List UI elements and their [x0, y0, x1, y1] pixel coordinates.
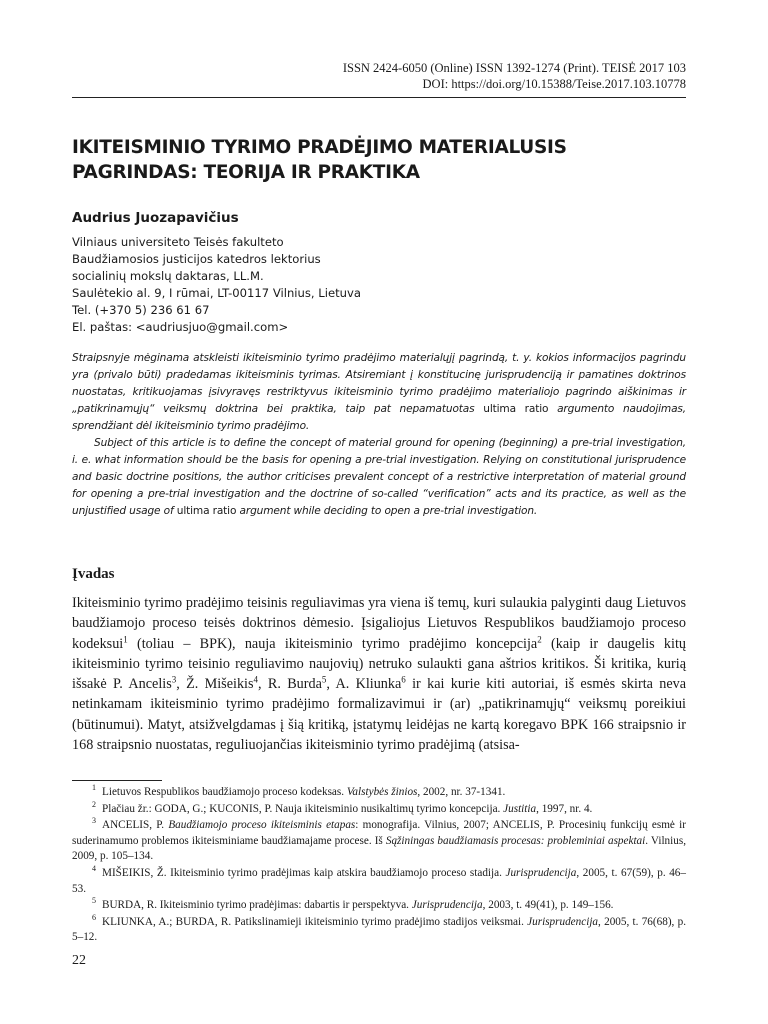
body-text-run: ir kai kurie kiti autoriai, iš esmės skirta neva netinkamam ikiteisminio tyrimo pradėjimo formalizavimui ir (ar) „patikrinamųjų“ veiksmų poreikiui (būtinumui). Matyt, atsižvelgdamas į šią kritiką, įstatymų leidėjas ne kartą koregavo BPK 166 straipsnio ir 168 straipsnio nuostatas, reguliuojančias ikiteisminio tyrimo pradėjimą (atsisa-: [72, 676, 687, 754]
abstract-en: [72, 435, 686, 520]
footnote-source: Justitia: [503, 802, 537, 815]
abstract-lt-term: ultima ratio: [483, 403, 549, 415]
footnote-text: KLIUNKA, A.; BURDA, R. Patikslinamieji ikiteisminio tyrimo pradėjimo stadijos veiksmai.: [102, 915, 528, 928]
footnote-ref[interactable]: 5: [321, 674, 327, 685]
footnote-number: 4: [92, 864, 96, 874]
journal-header: [72, 60, 686, 92]
footnote: [72, 785, 686, 801]
footnote-ref[interactable]: 1: [123, 633, 128, 644]
footnote-source: Jurisprudencija: [411, 899, 483, 912]
footnote-text: , 1997, nr. 4.: [536, 802, 593, 815]
footnote-text: Plačiau žr.: GODA, G.; KUCONIS, P. Nauja ikiteisminio nusikaltimų tyrimo koncepcija.: [102, 802, 504, 815]
footnote-text: ANCELIS, P.: [102, 819, 169, 832]
body-paragraph: [72, 593, 686, 755]
header-divider: [72, 97, 686, 98]
footnote: [72, 898, 686, 914]
footnote-source: Baudžiamojo proceso ikiteisminis etapas: [168, 819, 356, 832]
footnote: [72, 799, 686, 818]
footnote-source: Sąžiningas baudžiamasis procesas: probleminiai aspektai: [385, 834, 646, 847]
body-text-run: , A. Kliunka: [326, 676, 402, 693]
body-text-run: , Ž. Mišeikis: [176, 676, 254, 693]
footnote-number: 5: [92, 896, 96, 906]
affiliation-line: Tel. (+370 5) 236 61 67: [72, 303, 210, 317]
footnote-number: 6: [92, 913, 96, 923]
article-title: [72, 135, 686, 185]
section-heading: Įvadas: [72, 566, 115, 582]
footnote-ref[interactable]: 2: [537, 633, 542, 644]
abstract-lt-text: Straipsnyje mėginama atskleisti ikiteisminio tyrimo pradėjimo materialųjį pagrindą, t. y. kokios informacijos pagrindu yra (privalo būti) pradedamas ikiteisminis tyrimas. Atsiremiant į konstitucinę jurisprudenciją ir pamatines doktrinos nuostatas, kritikuojamas įsivyravęs restriktyvus ikiteisminio tyrimo pradėjimo materialiojo pagrindo aiškinimas ir „patikrinamųjų“ veiksmų doktrina bei praktika, taip pat nepamatuotas: [72, 352, 686, 415]
author-email[interactable]: El. paštas: <audriusjuo@gmail.com>: [72, 320, 289, 334]
body-text-run: , R. Burda: [258, 676, 322, 693]
body-text-run: (toliau – BPK), nauja ikiteisminio tyrimo pradėjimo koncepcija: [127, 635, 538, 652]
footnote-divider: [72, 780, 162, 781]
footnote-text: , 2005, t. 67(59), p. 46–53.: [72, 866, 686, 895]
footnote-source: Jurisprudencija: [505, 866, 577, 879]
footnote-ref[interactable]: 4: [253, 674, 259, 685]
footnote-source: Jurisprudencija: [527, 915, 599, 928]
abstract-lt-text-end: argumento naudojimas, sprendžiant dėl ikiteisminio tyrimo pradėjimo.: [72, 403, 687, 432]
footnote-text: , 2003, t. 49(41), p. 149–156.: [482, 899, 614, 912]
doi-line[interactable]: DOI: https://doi.org/10.15388/Teise.2017.103.10778: [422, 77, 686, 91]
footnote-ref[interactable]: 6: [401, 674, 406, 685]
footnote-number: 1: [92, 783, 96, 793]
page-number: 22: [72, 953, 86, 968]
abstract-en-term: ultima ratio: [176, 505, 237, 517]
title-line-2: PAGRINDAS: TEORIJA IR PRAKTIKA: [72, 162, 420, 183]
affiliation-line: Saulėtekio al. 9, I rūmai, LT-00117 Vilnius, Lietuva: [72, 286, 361, 300]
footnote-text: BURDA, R. Ikiteisminio tyrimo pradėjimas: dabartis ir perspektyva.: [102, 899, 412, 912]
body-text-run: (kaip ir daugelis kitų ikiteisminio tyrimo teisinio reguliavimo naujovių) netruko sulaukti gana aštrios kritikos. Ši kritika, kurią išsakė P. Ancelis: [72, 635, 686, 693]
footnote-text: : monografija. Vilnius, 2007; ANCELIS, P. Procesinių funkcijų esmė ir suderinamumo problemos ikiteisminiame baudžiamajame procese. Iš: [72, 819, 686, 847]
footnote-ref[interactable]: 3: [171, 674, 177, 685]
author-name: Audrius Juozapavičius: [72, 210, 239, 226]
abstract-en-text: Subject of this article is to define the concept of material ground for opening (beginning) a pre-trial investigation, i. e. what information should be the basis for opening a pre-trial investigation. Relying on constitutional jurisprudence and basic doctrine positions, the author criticises prevalent concept of a restrictive interpretation of material ground for opening a pre-trial investigation and the doctrine of so-called “verification” acts and its practice, as well as the unjustified usage of: [72, 437, 686, 517]
footnote-source: Valstybės žinios: [346, 786, 418, 798]
author-affiliation: [72, 234, 361, 336]
abstract-lt: [72, 350, 686, 435]
issn-line: ISSN 2424-6050 (Online) ISSN 1392-1274 (Print). TEISĖ 2017 103: [342, 61, 686, 75]
footnote-text: . Vilnius, 2009, p. 105–134.: [72, 834, 686, 863]
footnote: [72, 915, 686, 946]
abstract: [72, 350, 686, 520]
footnote-text: , 2005, t. 76(68), p. 5–12.: [72, 915, 686, 944]
footnote-text: MIŠEIKIS, Ž. Ikiteisminio tyrimo pradėjimas kaip atskira baudžiamojo proceso stadija.: [102, 866, 506, 879]
title-line-1: IKITEISMINIO TYRIMO PRADĖJIMO MATERIALUSIS: [72, 137, 567, 158]
affiliation-line: Vilniaus universiteto Teisės fakulteto: [72, 235, 284, 249]
footnotes: [72, 785, 686, 947]
footnote: [72, 818, 686, 865]
footnote-text: , 2002, nr. 37-1341.: [417, 786, 506, 798]
footnote-number: 3: [92, 816, 96, 826]
abstract-en-text-end: argument while deciding to open a pre-trial investigation.: [239, 505, 538, 517]
footnote-text: Lietuvos Respublikos baudžiamojo proceso kodeksas.: [102, 786, 347, 798]
footnote-number: 2: [92, 799, 96, 809]
footnote: [72, 866, 686, 897]
affiliation-line: Baudžiamosios justicijos katedros lektorius: [72, 252, 321, 266]
body-text-run: Ikiteisminio tyrimo pradėjimo teisinis reguliavimas yra viena iš temų, kuri sulaukia palyginti daug Lietuvos baudžiamojo proceso teisės doktrinos dėmesio. Įsigaliojus Lietuvos Respublikos baudžiamojo proceso kodeksui: [72, 595, 686, 652]
affiliation-line: socialinių mokslų daktaras, LL.M.: [72, 269, 264, 283]
